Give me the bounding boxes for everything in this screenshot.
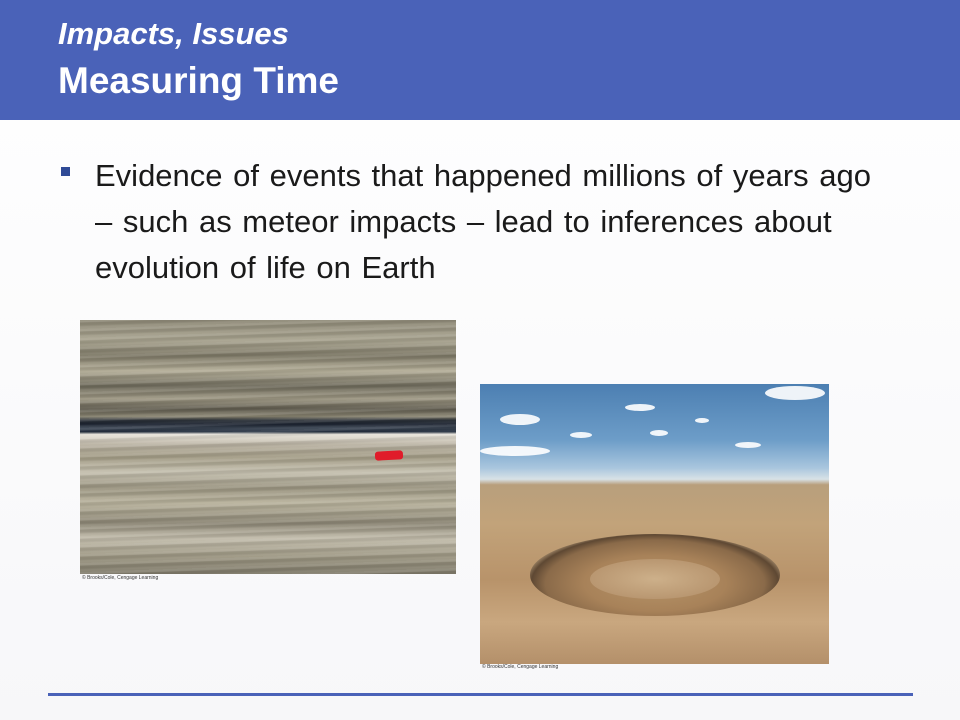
photo-credit: © Brooks/Cole, Cengage Learning: [82, 575, 159, 581]
bullet-square-icon: [61, 167, 70, 176]
cloud: [500, 414, 540, 425]
bullet-text: Evidence of events that happened millions of years ago – such as meteor impacts – lead to inferences about evolution of life on Earth: [95, 158, 871, 285]
cloud: [480, 446, 550, 456]
cloud: [625, 404, 655, 411]
crater-floor: [590, 559, 720, 599]
cloud: [695, 418, 709, 423]
cloud: [570, 432, 592, 438]
slide-title: Measuring Time: [58, 60, 340, 101]
red-marker: [375, 450, 403, 460]
rock-strata-photo: [80, 320, 456, 574]
meteor-crater-photo: [480, 384, 829, 664]
photo-credit: © Brooks/Cole, Cengage Learning: [482, 664, 559, 670]
cloud: [650, 430, 668, 436]
cloud: [735, 442, 761, 448]
slide-subtitle: Impacts, Issues: [58, 16, 289, 51]
cloud: [765, 386, 825, 400]
footer-divider: [48, 693, 913, 696]
